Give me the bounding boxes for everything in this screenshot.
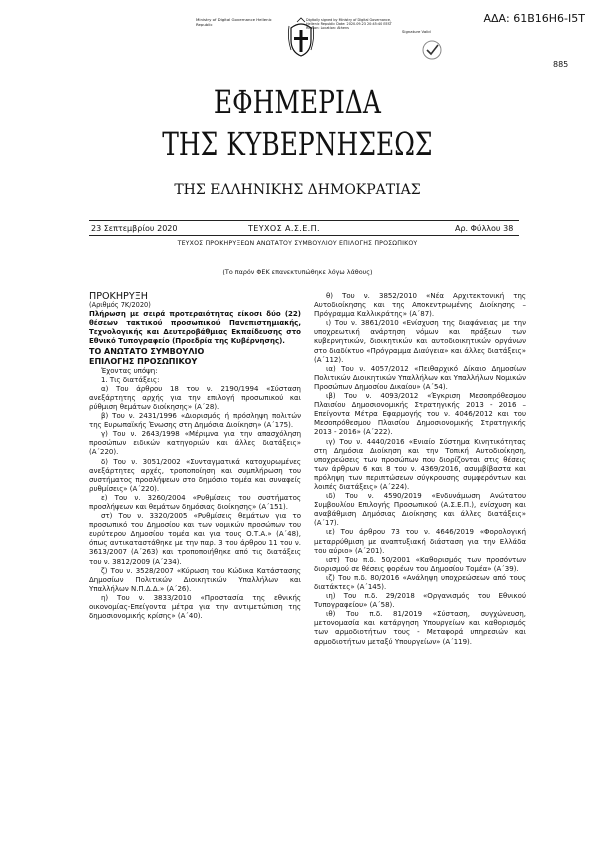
law-item: α) Του άρθρου 18 του ν. 2190/1994 «Σύσταση ανεξάρτητης αρχής για την επιλογή προσωπικού και ρύθμιση θεμάτων διοίκησης» (Α΄28). [89, 384, 301, 411]
issue-subtitle: ΤΕΥΧΟΣ ΠΡΟΚΗΡΥΞΕΩΝ ΑΝΩΤΑΤΟΥ ΣΥΜΒΟΥΛΙΟΥ ΕΠΙΛΟΓΗΣ ΠΡΟΣΩΠΙΚΟΥ [177, 240, 418, 247]
law-item: ζ) Του ν. 3528/2007 «Κύρωση του Κώδικα Κατάστασης Δημοσίων Πολιτικών Διοικητικών Υπαλλήλων και Υπαλλήλων Ν.Π.Δ.Δ.» (Α΄26). [89, 566, 301, 593]
left-column [89, 292, 301, 621]
digital-governance-label: Ministry of Digital Governance Hellenic Republic [196, 17, 272, 27]
sheet-number: Αρ. Φύλλου 38 [455, 224, 514, 233]
proclamation-number: (Αριθμός 7Κ/2020) [89, 301, 151, 310]
bottom-divider [89, 235, 519, 236]
ada-code: ΑΔΑ: 61Β16Η6-Ι5Τ [483, 12, 585, 25]
law-item: ιστ) Του π.δ. 50/2001 «Καθορισμός των προσόντων διορισμού σε θέσεις φορέων του Δημοσίου Τομέα» (Α΄39). [314, 555, 526, 573]
law-item: ι) Του ν. 3861/2010 «Ενίσχυση της διαφάνειας με την υποχρεωτική ανάρτηση νόμων και πράξεων των κυβερνητικών, διοικητικών και αυτοδιοικητικών οργάνων στο διαδίκτυο «Πρόγραμμα Διαύγεια» και άλλες διατάξεις» (Α΄112). [314, 319, 526, 364]
right-column [314, 292, 526, 647]
law-item: ιδ) Του ν. 4590/2019 «Ενδυνάμωση Ανώτατου Συμβουλίου Επιλογής Προσωπικού (Α.Σ.Ε.Π.), ενίσχυση και αναβάθμιση Δημόσιας Διοίκησης και άλλες διατάξεις» (Α΄17). [314, 492, 526, 528]
council-heading-line1: ΤΟ ΑΝΩΤΑΤΟ ΣΥΜΒΟΥΛΙΟ [89, 346, 205, 356]
law-item: η) Του ν. 3833/2010 «Προστασία της εθνικής οικονομίας-Επείγοντα μέτρα για την αντιμετώπιση της δημοσιονομικής κρίσης» (Α΄40). [89, 593, 301, 621]
issue-date: 23 Σεπτεμβρίου 2020 [91, 224, 178, 233]
gazette-title-line1: ΕΦΗΜΕΡΙΔΑ [213, 83, 381, 121]
law-item: ιγ) Του ν. 4440/2016 «Ενιαίο Σύστημα Κινητικότητας στη Δημόσια Διοίκηση και την Τοπική Αυτοδιοίκηση, υποχρεώσεις των προσώπων που διορίζονται στις θέσεις των άρθρων 6 και 8 του ν. 4369/2016, ασυμβίβαστα και πρόληψη των περιπτώσεων σύγκρουσης συμφερόντων και λοιπές διατάξεις» (Α΄224). [314, 437, 526, 491]
law-item: ιζ) Του π.δ. 80/2016 «Ανάληψη υποχρεώσεων από τους διατάκτες» (Α΄145). [314, 573, 526, 591]
law-item: ια) Του ν. 4057/2012 «Πειθαρχικό Δίκαιο Δημοσίων Πολιτικών Διοικητικών Υπαλλήλων και Υπαλλήλων Νομικών Προσώπων Δημοσίου Δικαίου» (Α΄54). [314, 364, 526, 391]
provisions-text: 1. Τις διατάξεις: [101, 375, 160, 384]
law-item: ιη) Του π.δ. 29/2018 «Οργανισμός του Εθνικού Τυπογραφείου» (Α΄58). [314, 592, 526, 610]
law-item: ιε) Του άρθρου 73 του ν. 4646/2019 «Φορολογική μεταρρύθμιση με αναπτυξιακή διάσταση για την Ελλάδα του αύριο» (Α΄201). [314, 528, 526, 555]
council-heading-line2: ΕΠΙΛΟΓΗΣ ΠΡΟΣΩΠΙΚΟΥ [89, 356, 198, 366]
digital-signature-text: Digitally signed by Ministry of Digital Governance, Hellenic Republic Date: 2020.09.23 20:45:40 EEST Reason: Location: Athens [306, 18, 392, 31]
intro-text: Έχοντας υπόψη: [101, 366, 158, 375]
law-item: ιβ) Του ν. 4093/2012 «Έγκριση Μεσοπρόθεσμου Πλαισίου Δημοσιονομικής Στρατηγικής 2013 - 2016 – Επείγοντα Μέτρα Εφαρμογής του ν. 4046/2012 και του Μεσοπρόθεσμου Πλαισίου Δημοσιονομικής Στρατηγικής 2013 - 2016» (Α΄222). [314, 392, 526, 437]
law-item: δ) Του ν. 3051/2002 «Συνταγματικά κατοχυρωμένες ανεξάρτητες αρχές, τροποποίηση και συμπλήρωση του συστήματος προσλήψεων στο δημόσιο τομέα και συναφείς ρυθμίσεις» (Α΄220). [89, 457, 301, 493]
reprint-note: (Το παρόν ΦΕΚ επανεκτυπώθηκε λόγω λάθους) [222, 268, 373, 276]
law-item: ε) Του ν. 3260/2004 «Ρυθμίσεις του συστήματος προσλήψεων και θεμάτων δημόσιας διοίκησης» (Α΄151). [89, 493, 301, 511]
law-item: γ) Του ν. 2643/1998 «Μέριμνα για την απασχόληση προσώπων ειδικών κατηγοριών και άλλες διατάξεις» (Α΄220). [89, 430, 301, 457]
signature-valid-label: Signature Valid [402, 29, 431, 34]
page-number: 885 [553, 60, 569, 69]
greek-coat-of-arms-icon [285, 16, 317, 60]
law-item: ιθ) Του π.δ. 81/2019 «Σύσταση, συγχώνευση, μετονομασία και κατάργηση Υπουργείων και καθορισμός των αρμοδιοτήτων τους - Μεταφορά υπηρεσιών και αρμοδιοτήτων μεταξύ Υπουργείων» (Α΄119). [314, 610, 526, 646]
proclamation-summary: Πλήρωση με σειρά προτεραιότητας είκοσι δύο (22) θέσεων τακτικού προσωπικού Πανεπιστημιακής, Τεχνολογικής και Δευτεροβάθμιας Εκπαίδευσης στο Εθνικό Τυπογραφείο (Προεδρία της Κυβέρνησης). [89, 310, 301, 346]
issue-label: ΤΕΥΧΟΣ Α.Σ.Ε.Π. [248, 224, 320, 233]
signature-seal-icon [420, 38, 444, 62]
proclamation-heading: ΠΡΟΚΗΡΥΞΗ [89, 291, 148, 302]
law-item: στ) Του ν. 3320/2005 «Ρυθμίσεις θεμάτων για το προσωπικό του Δημοσίου και των νομικών προσώπων του ευρύτερου Δημοσίου τομέα και για τους Ο.Τ.Α.» (Α΄48), όπως αντικαταστάθηκε με την παρ. 3 του άρθρου 11 του ν. 3613/2007 (Α΄263) και τροποποιήθηκε από τις διατάξεις του ν. 3812/2009 (Α΄234). [89, 512, 301, 566]
gazette-title-line2: ΤΗΣ ΚΥΒΕΡΝΗΣΕΩΣ [162, 125, 433, 163]
law-item: θ) Του ν. 3852/2010 «Νέα Αρχιτεκτονική της Αυτοδιοίκησης και της Αποκεντρωμένης Διοίκησης – Πρόγραμμα Καλλικράτης» (Α΄87). [314, 292, 526, 319]
top-divider [89, 220, 519, 221]
law-item: β) Του ν. 2431/1996 «Διορισμός ή πρόσληψη πολιτών της Ευρωπαϊκής Ένωσης στη Δημόσια Διοίκηση» (Α΄175). [89, 412, 301, 430]
gazette-subtitle: ΤΗΣ ΕΛΛΗΝΙΚΗΣ ΔΗΜΟΚΡΑΤΙΑΣ [174, 182, 421, 198]
